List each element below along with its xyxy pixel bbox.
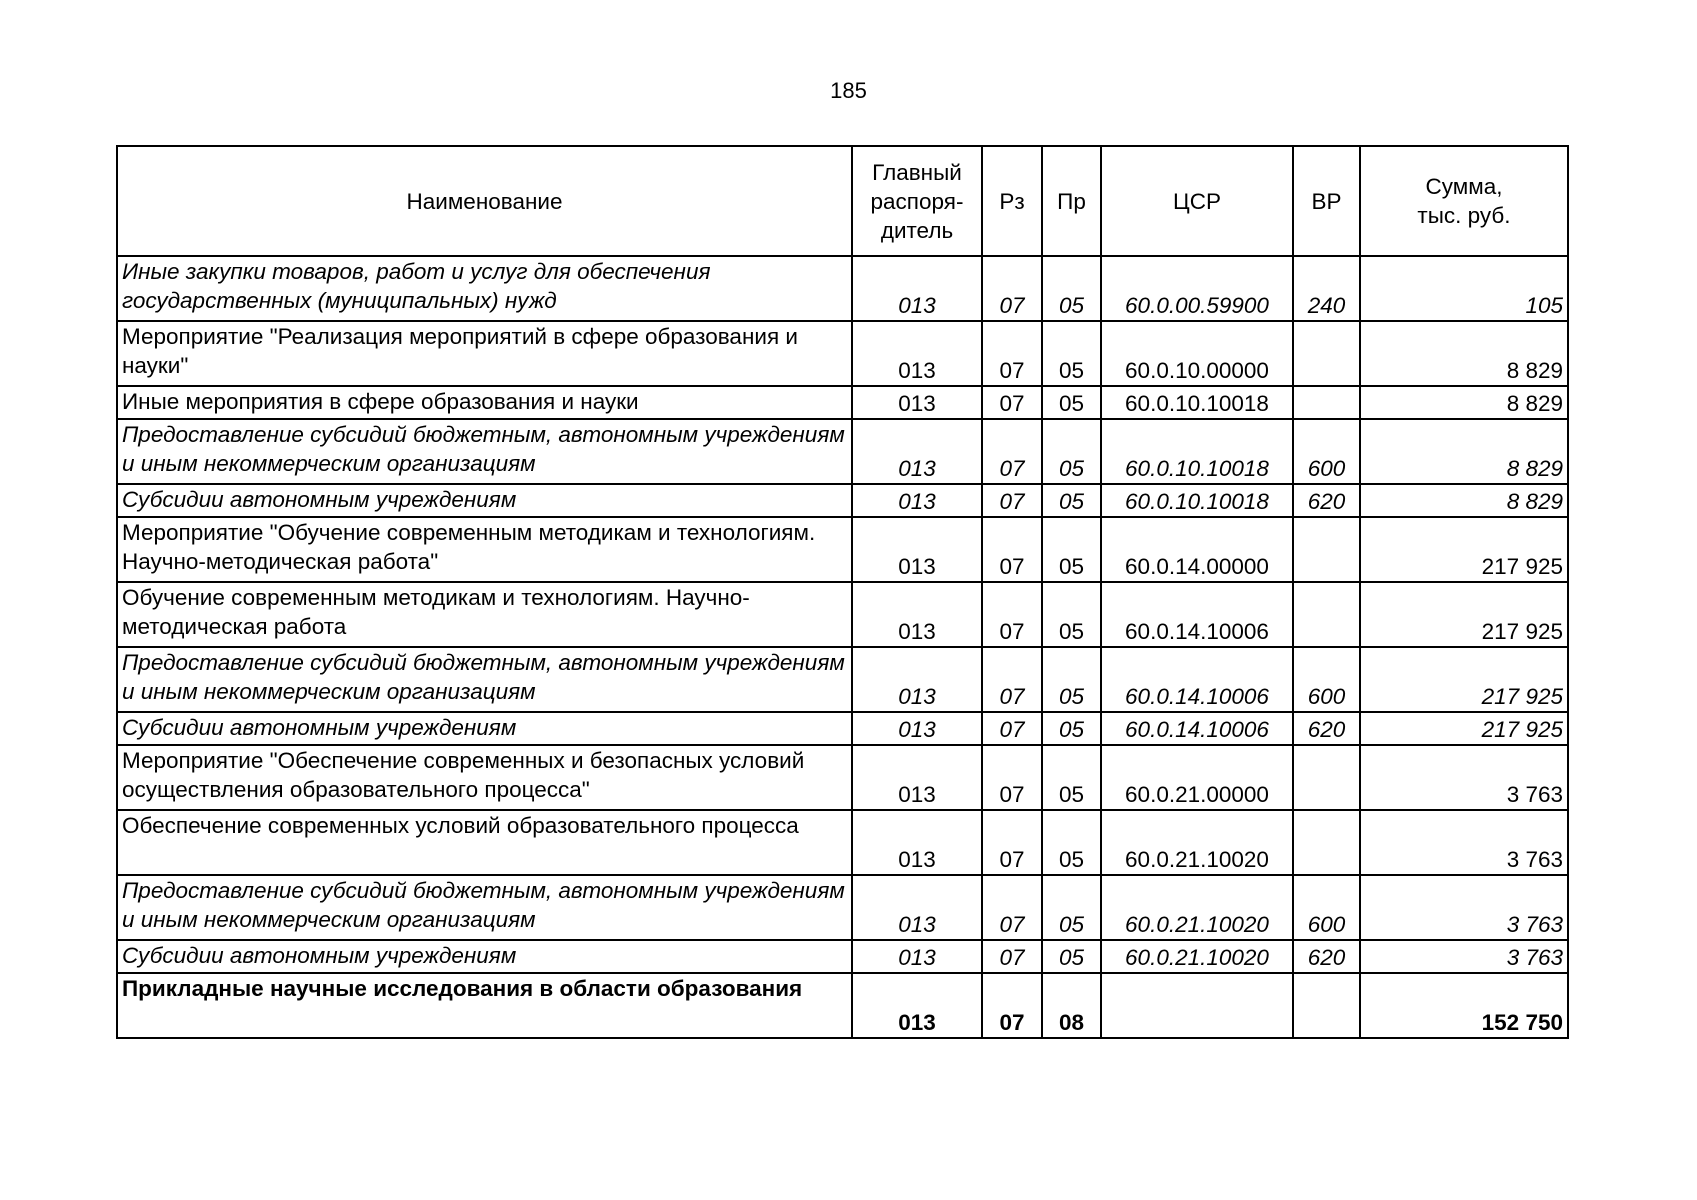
row-name: Субсидии автономным учреждениям <box>117 940 852 973</box>
row-pr: 05 <box>1042 745 1101 810</box>
row-sum: 217 925 <box>1360 712 1568 745</box>
row-vr <box>1293 517 1360 582</box>
row-rz: 07 <box>982 712 1042 745</box>
row-manager: 013 <box>852 810 982 875</box>
table-row <box>117 419 1568 484</box>
row-csr: 60.0.14.10006 <box>1101 712 1293 745</box>
table-row <box>117 517 1568 582</box>
row-vr <box>1293 810 1360 875</box>
table-row <box>117 484 1568 517</box>
row-manager: 013 <box>852 256 982 321</box>
row-pr: 05 <box>1042 484 1101 517</box>
row-manager: 013 <box>852 419 982 484</box>
table-body <box>117 256 1568 1038</box>
row-name: Мероприятие "Обучение современным методикам и технологиям. Научно-методическая работа" <box>117 517 852 582</box>
row-rz: 07 <box>982 745 1042 810</box>
budget-table <box>116 145 1569 1039</box>
row-manager: 013 <box>852 973 982 1038</box>
row-csr: 60.0.21.00000 <box>1101 745 1293 810</box>
row-name: Иные мероприятия в сфере образования и науки <box>117 386 852 419</box>
row-sum: 8 829 <box>1360 321 1568 386</box>
row-csr: 60.0.10.10018 <box>1101 484 1293 517</box>
row-vr <box>1293 973 1360 1038</box>
row-pr: 05 <box>1042 321 1101 386</box>
row-name: Иные закупки товаров, работ и услуг для обеспечения государственных (муниципальных) нужд <box>117 256 852 321</box>
row-pr: 05 <box>1042 712 1101 745</box>
row-csr <box>1101 973 1293 1038</box>
row-name: Предоставление субсидий бюджетным, автономным учреждениям и иным некоммерческим организациям <box>117 647 852 712</box>
row-rz: 07 <box>982 484 1042 517</box>
row-manager: 013 <box>852 712 982 745</box>
header-manager: Главный распоря-дитель <box>852 146 982 256</box>
row-name: Прикладные научные исследования в области образования <box>117 973 852 1038</box>
row-rz: 07 <box>982 647 1042 712</box>
row-vr: 240 <box>1293 256 1360 321</box>
table-row <box>117 386 1568 419</box>
row-pr: 05 <box>1042 810 1101 875</box>
row-sum: 3 763 <box>1360 940 1568 973</box>
row-sum: 105 <box>1360 256 1568 321</box>
row-name: Обучение современным методикам и технологиям. Научно-методическая работа <box>117 582 852 647</box>
row-vr <box>1293 745 1360 810</box>
row-csr: 60.0.14.00000 <box>1101 517 1293 582</box>
row-manager: 013 <box>852 582 982 647</box>
row-rz: 07 <box>982 973 1042 1038</box>
row-name: Мероприятие "Реализация мероприятий в сфере образования и науки" <box>117 321 852 386</box>
row-name: Предоставление субсидий бюджетным, автономным учреждениям и иным некоммерческим организациям <box>117 875 852 940</box>
row-pr: 05 <box>1042 419 1101 484</box>
row-manager: 013 <box>852 745 982 810</box>
row-rz: 07 <box>982 419 1042 484</box>
row-sum: 152 750 <box>1360 973 1568 1038</box>
row-pr: 05 <box>1042 582 1101 647</box>
row-rz: 07 <box>982 582 1042 647</box>
row-rz: 07 <box>982 386 1042 419</box>
row-vr: 600 <box>1293 419 1360 484</box>
row-csr: 60.0.00.59900 <box>1101 256 1293 321</box>
row-pr: 05 <box>1042 256 1101 321</box>
row-sum: 8 829 <box>1360 419 1568 484</box>
row-pr: 08 <box>1042 973 1101 1038</box>
row-csr: 60.0.10.00000 <box>1101 321 1293 386</box>
table-header-row <box>117 146 1568 256</box>
row-manager: 013 <box>852 517 982 582</box>
header-name: Наименование <box>117 146 852 256</box>
row-name: Предоставление субсидий бюджетным, автономным учреждениям и иным некоммерческим организациям <box>117 419 852 484</box>
row-sum: 217 925 <box>1360 582 1568 647</box>
row-csr: 60.0.21.10020 <box>1101 810 1293 875</box>
header-sum: Сумма, тыс. руб. <box>1360 146 1568 256</box>
row-pr: 05 <box>1042 940 1101 973</box>
row-vr: 600 <box>1293 647 1360 712</box>
row-csr: 60.0.14.10006 <box>1101 582 1293 647</box>
row-rz: 07 <box>982 810 1042 875</box>
table-row <box>117 940 1568 973</box>
row-name: Субсидии автономным учреждениям <box>117 712 852 745</box>
row-rz: 07 <box>982 517 1042 582</box>
row-csr: 60.0.21.10020 <box>1101 940 1293 973</box>
row-csr: 60.0.10.10018 <box>1101 386 1293 419</box>
header-vr: ВР <box>1293 146 1360 256</box>
header-csr: ЦСР <box>1101 146 1293 256</box>
row-vr <box>1293 321 1360 386</box>
row-rz: 07 <box>982 940 1042 973</box>
table-row <box>117 321 1568 386</box>
row-manager: 013 <box>852 321 982 386</box>
table-row <box>117 745 1568 810</box>
row-sum: 217 925 <box>1360 647 1568 712</box>
row-sum: 8 829 <box>1360 386 1568 419</box>
row-vr: 620 <box>1293 940 1360 973</box>
row-name: Обеспечение современных условий образовательного процесса <box>117 810 852 875</box>
row-name: Субсидии автономным учреждениям <box>117 484 852 517</box>
row-vr: 620 <box>1293 712 1360 745</box>
header-pr: Пр <box>1042 146 1101 256</box>
table-row <box>117 712 1568 745</box>
row-rz: 07 <box>982 321 1042 386</box>
row-vr <box>1293 582 1360 647</box>
row-sum: 3 763 <box>1360 875 1568 940</box>
row-sum: 3 763 <box>1360 810 1568 875</box>
row-vr <box>1293 386 1360 419</box>
row-pr: 05 <box>1042 517 1101 582</box>
table-row <box>117 875 1568 940</box>
table-row <box>117 973 1568 1038</box>
row-csr: 60.0.21.10020 <box>1101 875 1293 940</box>
row-sum: 8 829 <box>1360 484 1568 517</box>
row-csr: 60.0.10.10018 <box>1101 419 1293 484</box>
page-number: 185 <box>830 78 867 103</box>
row-manager: 013 <box>852 484 982 517</box>
row-vr: 620 <box>1293 484 1360 517</box>
header-rz: Рз <box>982 146 1042 256</box>
row-pr: 05 <box>1042 647 1101 712</box>
row-rz: 07 <box>982 256 1042 321</box>
row-manager: 013 <box>852 940 982 973</box>
row-manager: 013 <box>852 386 982 419</box>
row-csr: 60.0.14.10006 <box>1101 647 1293 712</box>
row-pr: 05 <box>1042 875 1101 940</box>
row-manager: 013 <box>852 647 982 712</box>
row-sum: 3 763 <box>1360 745 1568 810</box>
row-vr: 600 <box>1293 875 1360 940</box>
table-row <box>117 647 1568 712</box>
row-sum: 217 925 <box>1360 517 1568 582</box>
table-row <box>117 582 1568 647</box>
table-row <box>117 810 1568 875</box>
row-manager: 013 <box>852 875 982 940</box>
row-rz: 07 <box>982 875 1042 940</box>
row-pr: 05 <box>1042 386 1101 419</box>
row-name: Мероприятие "Обеспечение современных и безопасных условий осуществления образовательного процесса" <box>117 745 852 810</box>
table-row <box>117 256 1568 321</box>
